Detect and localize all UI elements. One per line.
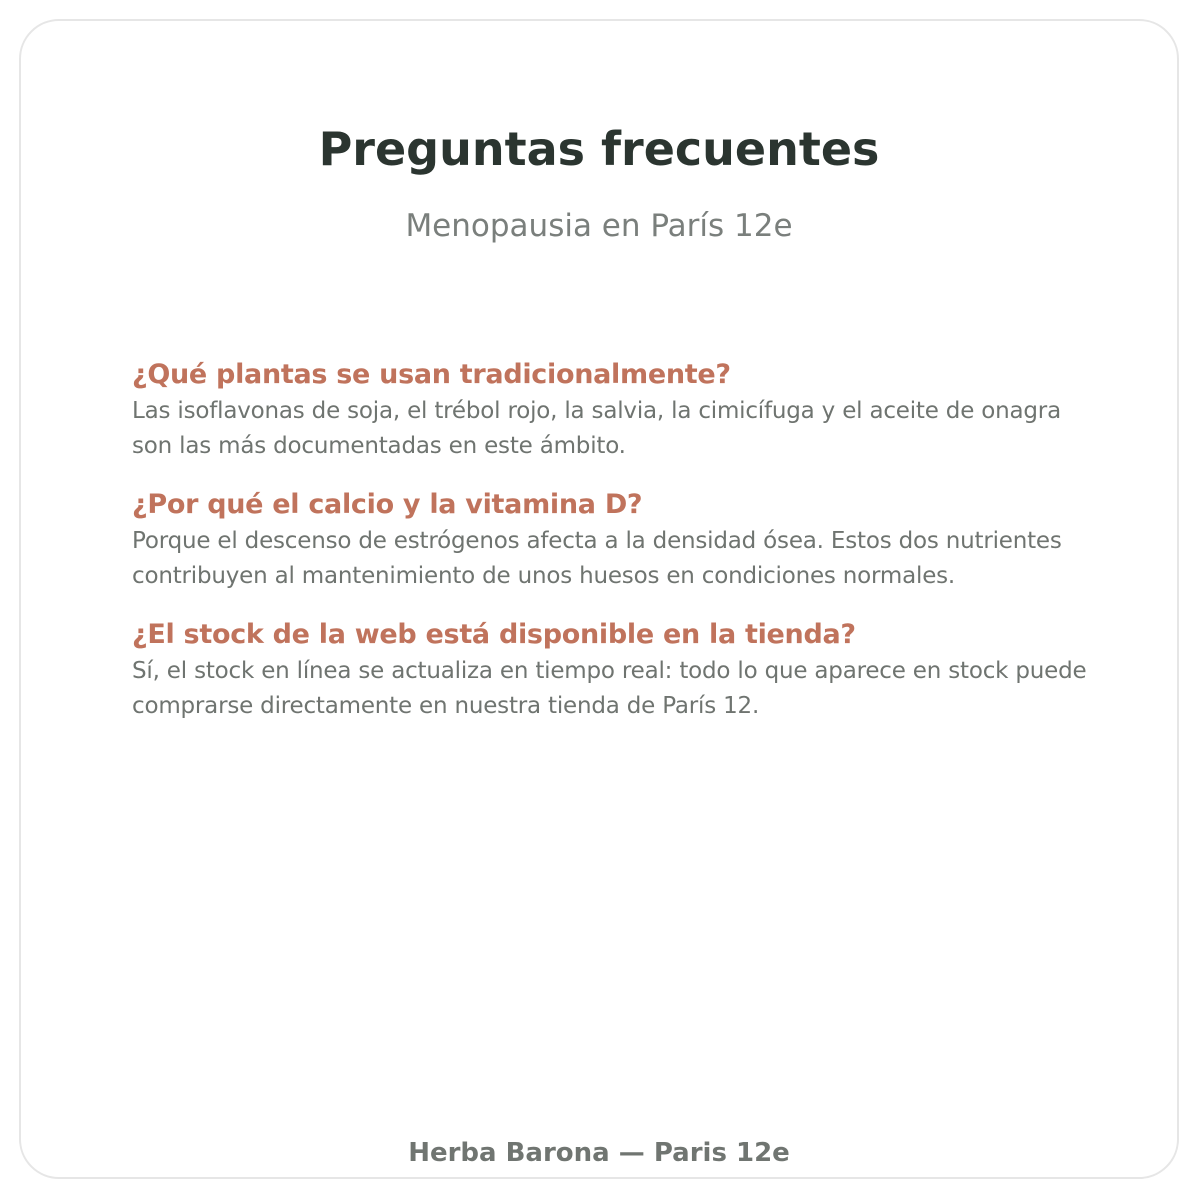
page-subtitle: Menopausia en París 12e <box>405 208 793 244</box>
faq-item <box>132 616 1092 724</box>
page-title: Preguntas frecuentes <box>318 122 880 176</box>
faq-question: ¿El stock de la web está disponible en la tienda? <box>132 619 856 650</box>
faq-card <box>19 19 1179 1179</box>
faq-item <box>132 486 1092 594</box>
faq-question: ¿Qué plantas se usan tradicionalmente? <box>132 359 731 390</box>
faq-answer: Sí, el stock en línea se actualiza en tiempo real: todo lo que aparece en stock puede comprarse directamente en nuestra tienda de París 12. <box>132 658 1087 719</box>
faq-answer: Las isoflavonas de soja, el trébol rojo, la salvia, la cimicífuga y el aceite de onagra son las más documentadas en este ámbito. <box>132 398 1061 459</box>
faq-answer: Porque el descenso de estrógenos afecta a la densidad ósea. Estos dos nutrientes contribuyen al mantenimiento de unos huesos en condiciones normales. <box>132 528 1062 589</box>
faq-question: ¿Por qué el calcio y la vitamina D? <box>132 489 643 520</box>
footer-brand: Herba Barona — Paris 12e <box>408 1138 790 1168</box>
faq-item <box>132 356 1092 464</box>
faq-list <box>132 356 1092 746</box>
